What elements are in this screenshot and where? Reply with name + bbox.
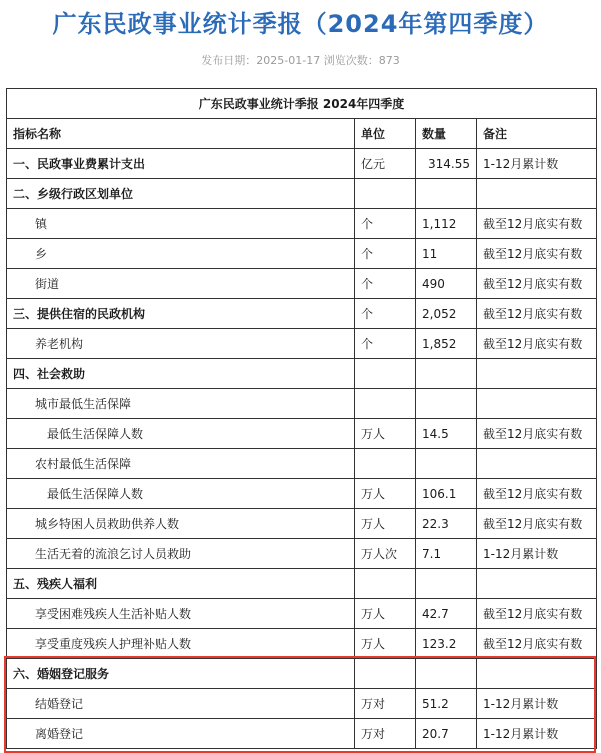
row-indicator-name: 最低生活保障人数 [7, 479, 355, 509]
row-unit [355, 179, 416, 209]
row-note: 1-12月累计数 [477, 539, 597, 569]
row-quantity [416, 179, 477, 209]
table-row [7, 569, 597, 599]
row-unit [355, 389, 416, 419]
row-indicator-name: 二、乡级行政区划单位 [7, 179, 355, 209]
row-quantity [416, 359, 477, 389]
row-unit: 万人 [355, 419, 416, 449]
table-row [7, 479, 597, 509]
header-indicator-name: 指标名称 [7, 119, 355, 149]
row-unit: 亿元 [355, 149, 416, 179]
header-unit: 单位 [355, 119, 416, 149]
row-note [477, 179, 597, 209]
table-caption-row [7, 89, 597, 119]
publish-meta: 发布日期：2025-01-17 浏览次数：873 [201, 54, 400, 67]
row-note: 1-12月累计数 [477, 689, 597, 719]
row-unit: 万人次 [355, 539, 416, 569]
row-quantity: 20.7 [416, 719, 477, 749]
row-indicator-name: 城乡特困人员救助供养人数 [7, 509, 355, 539]
row-quantity: 14.5 [416, 419, 477, 449]
row-note [477, 569, 597, 599]
row-note [477, 449, 597, 479]
row-note: 截至12月底实有数 [477, 509, 597, 539]
row-indicator-name: 街道 [7, 269, 355, 299]
row-unit: 个 [355, 209, 416, 239]
row-note: 截至12月底实有数 [477, 419, 597, 449]
row-quantity [416, 569, 477, 599]
row-unit: 万人 [355, 479, 416, 509]
row-quantity [416, 449, 477, 479]
table-row [7, 389, 597, 419]
row-quantity: 51.2 [416, 689, 477, 719]
row-unit: 万人 [355, 629, 416, 659]
row-quantity: 106.1 [416, 479, 477, 509]
page-title: 广东民政事业统计季报（2024年第四季度） [52, 10, 549, 38]
row-note: 截至12月底实有数 [477, 299, 597, 329]
row-quantity: 490 [416, 269, 477, 299]
row-quantity: 22.3 [416, 509, 477, 539]
table-row [7, 299, 597, 329]
row-quantity [416, 659, 477, 689]
table-row [7, 449, 597, 479]
row-indicator-name: 结婚登记 [7, 689, 355, 719]
row-indicator-name: 享受困难残疾人生活补贴人数 [7, 599, 355, 629]
row-note: 截至12月底实有数 [477, 239, 597, 269]
row-indicator-name: 乡 [7, 239, 355, 269]
row-indicator-name: 六、婚姻登记服务 [7, 659, 355, 689]
row-indicator-name: 离婚登记 [7, 719, 355, 749]
row-note: 截至12月底实有数 [477, 329, 597, 359]
statistics-table [6, 88, 597, 749]
row-indicator-name: 养老机构 [7, 329, 355, 359]
table-row [7, 269, 597, 299]
row-quantity: 7.1 [416, 539, 477, 569]
row-unit [355, 359, 416, 389]
row-unit [355, 659, 416, 689]
table-caption: 广东民政事业统计季报 2024年四季度 [7, 89, 597, 119]
row-quantity: 11 [416, 239, 477, 269]
table-row [7, 629, 597, 659]
row-quantity: 42.7 [416, 599, 477, 629]
row-quantity [416, 389, 477, 419]
row-unit: 万对 [355, 719, 416, 749]
row-indicator-name: 四、社会救助 [7, 359, 355, 389]
row-note: 1-12月累计数 [477, 149, 597, 179]
row-indicator-name: 三、提供住宿的民政机构 [7, 299, 355, 329]
row-note: 截至12月底实有数 [477, 209, 597, 239]
row-note: 1-12月累计数 [477, 719, 597, 749]
table-row [7, 689, 597, 719]
row-note: 截至12月底实有数 [477, 599, 597, 629]
row-indicator-name: 城市最低生活保障 [7, 389, 355, 419]
row-unit: 万人 [355, 509, 416, 539]
table-row [7, 599, 597, 629]
table-row [7, 359, 597, 389]
row-note: 截至12月底实有数 [477, 269, 597, 299]
row-unit: 个 [355, 329, 416, 359]
table-row [7, 209, 597, 239]
row-note: 截至12月底实有数 [477, 629, 597, 659]
row-note [477, 359, 597, 389]
header-quantity: 数量 [416, 119, 477, 149]
row-unit: 万人 [355, 599, 416, 629]
row-quantity: 314.55 [416, 149, 477, 179]
table-row [7, 149, 597, 179]
row-indicator-name: 享受重度残疾人护理补贴人数 [7, 629, 355, 659]
row-quantity: 1,112 [416, 209, 477, 239]
row-unit [355, 569, 416, 599]
table-row [7, 419, 597, 449]
row-quantity: 123.2 [416, 629, 477, 659]
row-unit: 个 [355, 269, 416, 299]
header-note: 备注 [477, 119, 597, 149]
row-indicator-name: 五、残疾人福利 [7, 569, 355, 599]
table-row [7, 539, 597, 569]
row-indicator-name: 生活无着的流浪乞讨人员救助 [7, 539, 355, 569]
row-note [477, 389, 597, 419]
row-quantity: 1,852 [416, 329, 477, 359]
row-quantity: 2,052 [416, 299, 477, 329]
row-unit: 万对 [355, 689, 416, 719]
table-row [7, 509, 597, 539]
row-unit [355, 449, 416, 479]
table-row [7, 329, 597, 359]
table-row [7, 179, 597, 209]
row-indicator-name: 一、民政事业费累计支出 [7, 149, 355, 179]
table-header-row [7, 119, 597, 149]
row-note: 截至12月底实有数 [477, 479, 597, 509]
table-row [7, 239, 597, 269]
table-row [7, 719, 597, 749]
row-unit: 个 [355, 299, 416, 329]
row-unit: 个 [355, 239, 416, 269]
row-note [477, 659, 597, 689]
table-row [7, 659, 597, 689]
row-indicator-name: 农村最低生活保障 [7, 449, 355, 479]
row-indicator-name: 镇 [7, 209, 355, 239]
row-indicator-name: 最低生活保障人数 [7, 419, 355, 449]
